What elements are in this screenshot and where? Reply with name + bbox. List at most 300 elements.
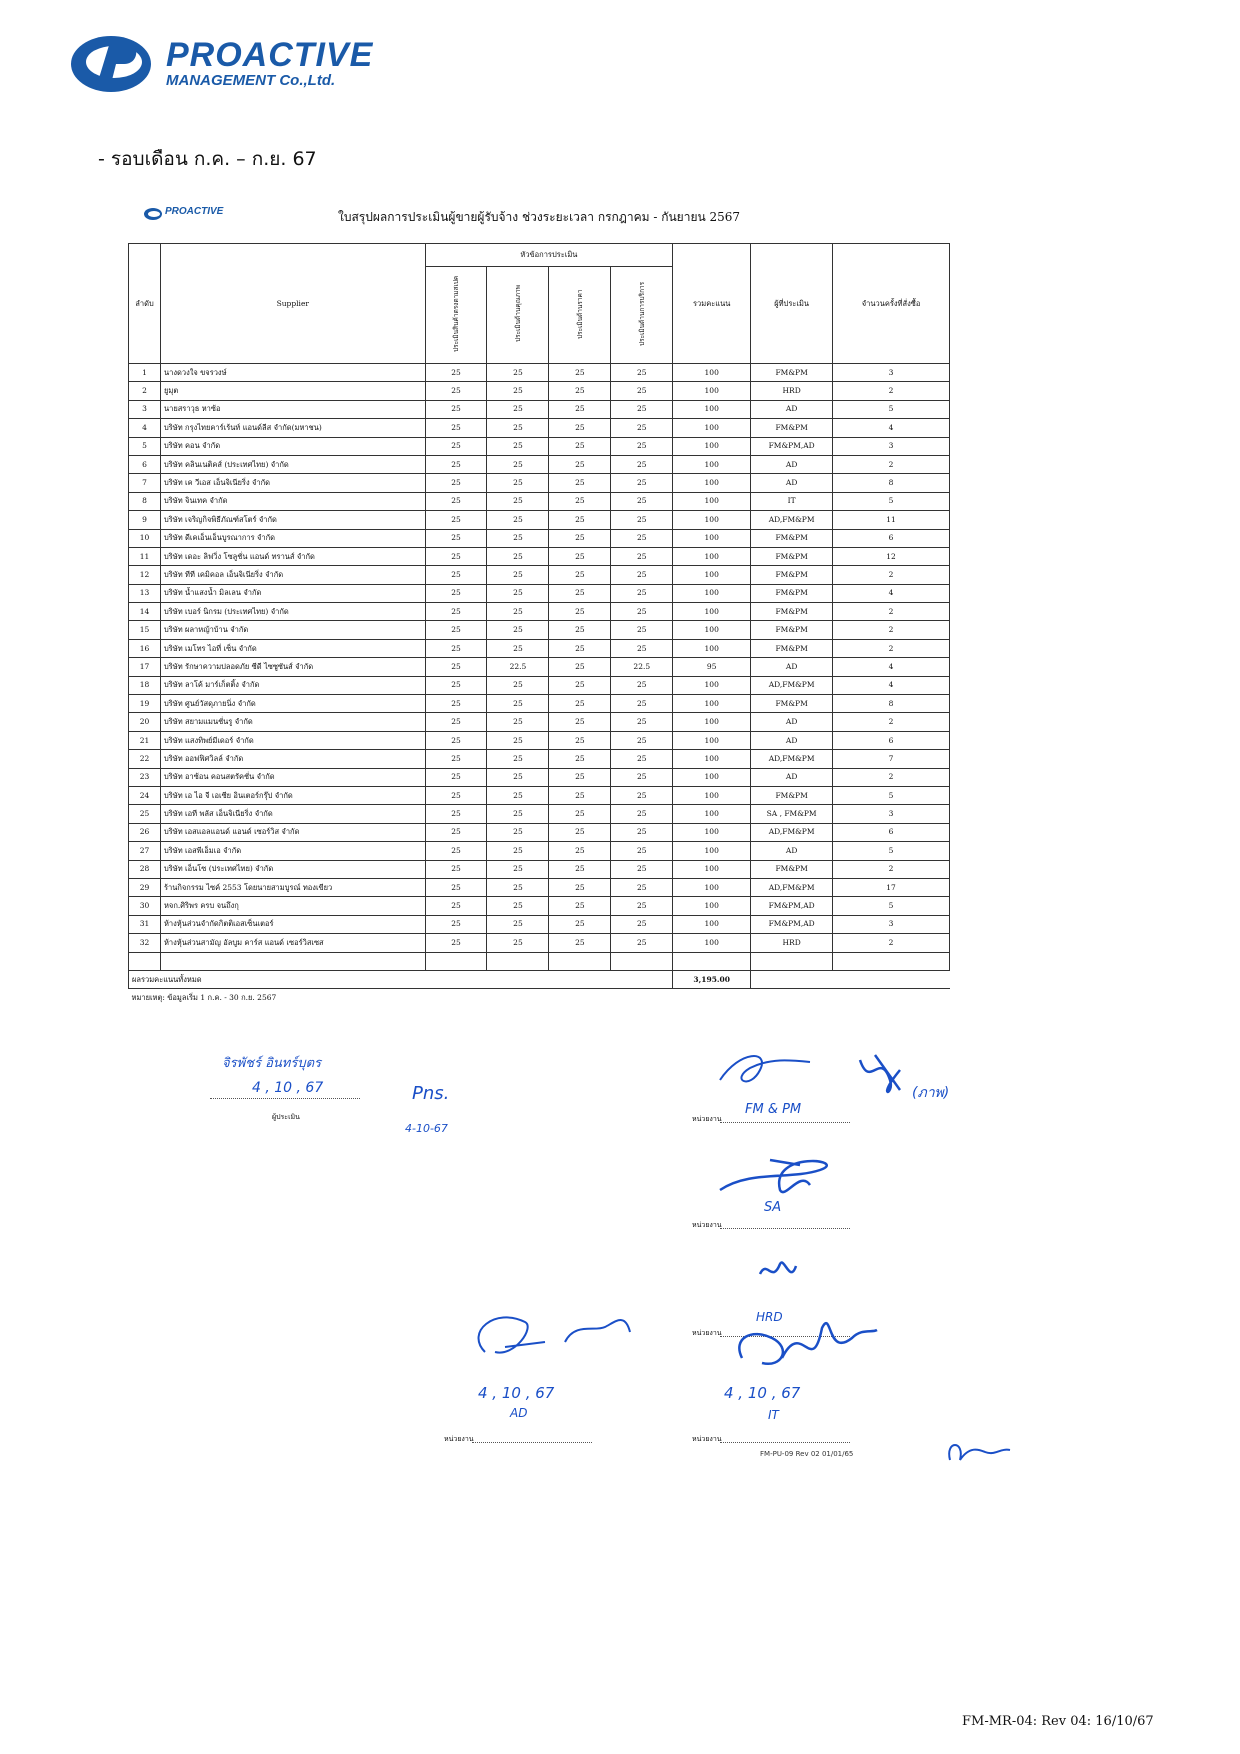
row-score-spec: 25	[425, 934, 487, 952]
approver-date: 4-10-67	[405, 1122, 448, 1135]
row-score-service: 25	[611, 750, 673, 768]
document-footer: FM-MR-04: Rev 04: 16/10/67	[962, 1714, 1154, 1729]
row-score-price: 25	[549, 364, 611, 382]
row-score-service: 25	[611, 400, 673, 418]
row-evaluator: FM&PM	[751, 621, 833, 639]
row-total: 100	[673, 805, 751, 823]
row-evaluator: FM&PM,AD	[751, 897, 833, 915]
table-row	[129, 713, 950, 731]
row-score-quality: 25	[487, 584, 549, 602]
row-evaluator: FM&PM	[751, 419, 833, 437]
row-score-price: 25	[549, 823, 611, 841]
hrd-signature-icon	[752, 1254, 802, 1288]
table-row	[129, 842, 950, 860]
row-no: 9	[129, 511, 161, 529]
row-orders: 5	[833, 786, 950, 804]
row-supplier: บริษัท ลาโค้ มาร์เก็ตติ้ง จำกัด	[160, 676, 425, 694]
row-score-service: 25	[611, 639, 673, 657]
row-score-service: 25	[611, 511, 673, 529]
table-row	[129, 658, 950, 676]
table-row	[129, 455, 950, 473]
row-score-spec: 25	[425, 639, 487, 657]
table-row	[129, 731, 950, 749]
row-score-spec: 25	[425, 474, 487, 492]
table-row	[129, 492, 950, 510]
row-evaluator: FM&PM	[751, 529, 833, 547]
row-no: 30	[129, 897, 161, 915]
row-total: 100	[673, 474, 751, 492]
row-score-service: 25	[611, 897, 673, 915]
table-row	[129, 639, 950, 657]
form-title: ใบสรุปผลการประเมินผู้ขายผู้รับจ้าง ช่วงระยะเวลา กรกฎาคม - กันยายน 2567	[338, 210, 741, 224]
row-evaluator: AD	[751, 658, 833, 676]
row-orders: 17	[833, 878, 950, 896]
row-score-price: 25	[549, 897, 611, 915]
unit-ad: AD	[510, 1406, 528, 1420]
row-evaluator: FM&PM	[751, 566, 833, 584]
row-score-quality: 25	[487, 566, 549, 584]
row-total: 100	[673, 713, 751, 731]
row-evaluator: FM&PM	[751, 786, 833, 804]
row-score-spec: 25	[425, 621, 487, 639]
table-row	[129, 400, 950, 418]
row-score-price: 25	[549, 878, 611, 896]
row-evaluator: FM&PM,AD	[751, 437, 833, 455]
left-signature-line	[210, 1098, 360, 1099]
row-orders: 7	[833, 750, 950, 768]
row-no: 20	[129, 713, 161, 731]
row-no: 5	[129, 437, 161, 455]
row-score-quality: 25	[487, 529, 549, 547]
row-score-quality: 25	[487, 511, 549, 529]
row-score-price: 25	[549, 584, 611, 602]
row-orders: 2	[833, 639, 950, 657]
row-score-quality: 25	[487, 400, 549, 418]
row-supplier: บริษัท ดีเคเอ็นเอ็นบูรณาการ จำกัด	[160, 529, 425, 547]
unit-label-fmpm: หน่วยงาน	[692, 1115, 722, 1123]
row-evaluator: AD	[751, 768, 833, 786]
row-score-price: 25	[549, 713, 611, 731]
row-evaluator: AD,FM&PM	[751, 823, 833, 841]
row-orders: 2	[833, 566, 950, 584]
row-evaluator: FM&PM	[751, 584, 833, 602]
row-score-service: 25	[611, 823, 673, 841]
unit-label-sa: หน่วยงาน	[692, 1221, 722, 1229]
unit-label-ad: หน่วยงาน	[444, 1435, 474, 1443]
row-orders: 2	[833, 621, 950, 639]
row-orders: 4	[833, 419, 950, 437]
row-score-service: 25	[611, 382, 673, 400]
row-total: 100	[673, 768, 751, 786]
row-evaluator: AD	[751, 842, 833, 860]
row-score-service: 25	[611, 621, 673, 639]
row-score-price: 25	[549, 419, 611, 437]
row-evaluator: FM&PM	[751, 547, 833, 565]
row-orders: 2	[833, 934, 950, 952]
row-score-service: 25	[611, 437, 673, 455]
row-total: 100	[673, 639, 751, 657]
row-evaluator: AD	[751, 474, 833, 492]
row-score-price: 25	[549, 750, 611, 768]
row-score-spec: 25	[425, 400, 487, 418]
row-supplier: นายสราวุธ หาซ้อ	[160, 400, 425, 418]
row-score-price: 25	[549, 566, 611, 584]
table-row	[129, 915, 950, 933]
fmpm-note: (ภาพ)	[912, 1085, 950, 1101]
row-score-service: 25	[611, 805, 673, 823]
row-evaluator: FM&PM	[751, 603, 833, 621]
row-total: 100	[673, 842, 751, 860]
approver-initial: Pns.	[412, 1083, 450, 1104]
row-score-quality: 25	[487, 419, 549, 437]
remark: หมายเหตุ: ข้อมูลเริ่ม 1 ก.ค. - 30 ก.ย. 2567	[129, 989, 950, 1007]
row-total: 100	[673, 731, 751, 749]
row-score-spec: 25	[425, 713, 487, 731]
table-row	[129, 547, 950, 565]
row-score-quality: 25	[487, 768, 549, 786]
row-score-spec: 25	[425, 676, 487, 694]
row-score-price: 25	[549, 455, 611, 473]
unit-hrd: HRD	[756, 1310, 783, 1324]
row-score-service: 25	[611, 603, 673, 621]
header-supplier: Supplier	[160, 244, 425, 364]
row-score-spec: 25	[425, 382, 487, 400]
row-no: 4	[129, 419, 161, 437]
row-score-quality: 25	[487, 603, 549, 621]
row-score-spec: 25	[425, 364, 487, 382]
row-total: 100	[673, 934, 751, 952]
row-supplier: บริษัท น้ำแสงน้ำ มิลเลน จำกัด	[160, 584, 425, 602]
row-evaluator: AD	[751, 731, 833, 749]
row-score-service: 25	[611, 915, 673, 933]
row-no: 22	[129, 750, 161, 768]
row-evaluator: AD,FM&PM	[751, 511, 833, 529]
logo-line1: PROACTIVE	[166, 36, 374, 74]
row-total: 100	[673, 750, 751, 768]
row-orders: 3	[833, 364, 950, 382]
row-score-quality: 25	[487, 713, 549, 731]
row-score-service: 25	[611, 455, 673, 473]
row-no: 21	[129, 731, 161, 749]
row-score-spec: 25	[425, 437, 487, 455]
row-score-service: 25	[611, 860, 673, 878]
row-total: 100	[673, 400, 751, 418]
row-orders: 12	[833, 547, 950, 565]
row-total: 100	[673, 878, 751, 896]
row-no: 15	[129, 621, 161, 639]
row-score-service: 25	[611, 768, 673, 786]
row-score-spec: 25	[425, 750, 487, 768]
row-score-spec: 25	[425, 731, 487, 749]
row-supplier: บริษัท จินเทค จำกัด	[160, 492, 425, 510]
row-evaluator: HRD	[751, 382, 833, 400]
row-supplier: บริษัท เมโทร ไอที่ เซ็น จำกัด	[160, 639, 425, 657]
row-orders: 6	[833, 823, 950, 841]
row-total: 100	[673, 915, 751, 933]
row-orders: 2	[833, 382, 950, 400]
row-score-price: 25	[549, 603, 611, 621]
row-orders: 6	[833, 529, 950, 547]
mini-logo-mark-icon	[143, 207, 163, 221]
row-total: 100	[673, 566, 751, 584]
row-score-quality: 25	[487, 878, 549, 896]
table-row	[129, 566, 950, 584]
row-score-quality: 25	[487, 897, 549, 915]
row-orders: 5	[833, 842, 950, 860]
left-signature-role: ผู้ประเมิน	[272, 1113, 300, 1121]
row-supplier: บริษัท กรุงไทยคาร์เร้นท์ แอนด์ลีส จำกัด(มหาชน)	[160, 419, 425, 437]
row-score-spec: 25	[425, 786, 487, 804]
row-no: 6	[129, 455, 161, 473]
row-no: 17	[129, 658, 161, 676]
row-total: 95	[673, 658, 751, 676]
row-supplier: นางดวงใจ ขจรวงษ์	[160, 364, 425, 382]
row-score-quality: 25	[487, 547, 549, 565]
row-score-quality: 25	[487, 860, 549, 878]
row-supplier: บริษัท สยามแมนชั่นรู จำกัด	[160, 713, 425, 731]
row-score-price: 25	[549, 676, 611, 694]
row-no: 24	[129, 786, 161, 804]
row-score-price: 25	[549, 547, 611, 565]
row-score-service: 25	[611, 695, 673, 713]
row-no: 23	[129, 768, 161, 786]
row-score-service: 25	[611, 474, 673, 492]
table-row	[129, 695, 950, 713]
row-total: 100	[673, 511, 751, 529]
row-score-price: 25	[549, 731, 611, 749]
row-score-service: 22.5	[611, 658, 673, 676]
it-signature-icon	[712, 1298, 882, 1388]
row-supplier: บริษัท เบอร์ นิกรม (ประเทศไทย) จำกัด	[160, 603, 425, 621]
row-score-price: 25	[549, 529, 611, 547]
row-evaluator: IT	[751, 492, 833, 510]
row-no: 18	[129, 676, 161, 694]
row-score-price: 25	[549, 842, 611, 860]
row-no: 1	[129, 364, 161, 382]
row-total: 100	[673, 437, 751, 455]
row-score-spec: 25	[425, 566, 487, 584]
row-orders: 8	[833, 474, 950, 492]
table-row	[129, 437, 950, 455]
row-score-price: 25	[549, 639, 611, 657]
row-total: 100	[673, 860, 751, 878]
sa-signature-icon	[710, 1140, 880, 1210]
row-evaluator: FM&PM	[751, 639, 833, 657]
row-total: 100	[673, 695, 751, 713]
unit-it: IT	[768, 1408, 779, 1422]
table-row	[129, 621, 950, 639]
row-score-quality: 25	[487, 695, 549, 713]
left-signature-date: 4 , 10 , 67	[252, 1080, 324, 1096]
row-supplier: บริษัท คลินเนติคส์ (ประเทศไทย) จำกัด	[160, 455, 425, 473]
row-orders: 2	[833, 860, 950, 878]
row-supplier: ร้านกิจกรรม ไซค์ 2553 โดยนายสามบูรณ์ ทองเขียว	[160, 878, 425, 896]
row-supplier: บริษัท ผลาหญ้าบ้าน จำกัด	[160, 621, 425, 639]
header-criteria-spec: ประเมินสินค้าตรงตามสเปค	[452, 275, 461, 352]
row-score-price: 25	[549, 934, 611, 952]
row-supplier: หจก.ศิริพร ครบ จนถึงกุ	[160, 897, 425, 915]
row-supplier: ยูมุต	[160, 382, 425, 400]
header-total: รวมคะแนน	[673, 244, 751, 364]
row-supplier: บริษัท เจริญกิจพิธีภัณฑ์สโตร์ จำกัด	[160, 511, 425, 529]
row-supplier: บริษัท ศูนย์วัสดุภายนิ่ง จำกัด	[160, 695, 425, 713]
table-row	[129, 529, 950, 547]
row-score-spec: 25	[425, 805, 487, 823]
table-row	[129, 786, 950, 804]
row-no: 29	[129, 878, 161, 896]
row-orders: 3	[833, 915, 950, 933]
row-score-price: 25	[549, 860, 611, 878]
ad-signature-icon	[455, 1302, 645, 1382]
row-evaluator: AD,FM&PM	[751, 878, 833, 896]
row-total: 100	[673, 676, 751, 694]
row-score-spec: 25	[425, 511, 487, 529]
grand-total: 3,195.00	[673, 970, 751, 988]
row-no: 26	[129, 823, 161, 841]
logo-mark-icon	[66, 28, 166, 98]
row-supplier: บริษัท เอสพีเอ็มเอ จำกัด	[160, 842, 425, 860]
row-no: 11	[129, 547, 161, 565]
row-no: 31	[129, 915, 161, 933]
row-score-quality: 25	[487, 621, 549, 639]
row-no: 3	[129, 400, 161, 418]
row-orders: 5	[833, 400, 950, 418]
unit-sa: SA	[764, 1200, 782, 1215]
row-score-spec: 25	[425, 823, 487, 841]
row-no: 10	[129, 529, 161, 547]
row-score-service: 25	[611, 934, 673, 952]
row-score-spec: 25	[425, 915, 487, 933]
row-no: 28	[129, 860, 161, 878]
row-score-quality: 25	[487, 823, 549, 841]
row-score-price: 25	[549, 768, 611, 786]
row-score-price: 25	[549, 786, 611, 804]
row-no: 19	[129, 695, 161, 713]
row-supplier: บริษัท เอ ไอ จี เอเซีย อินเตอร์กรุ๊ป จำกัด	[160, 786, 425, 804]
row-total: 100	[673, 492, 751, 510]
table-row	[129, 676, 950, 694]
row-total: 100	[673, 584, 751, 602]
row-score-spec: 25	[425, 878, 487, 896]
table-row	[129, 474, 950, 492]
row-orders: 2	[833, 603, 950, 621]
header-criteria-group: หัวข้อการประเมิน	[425, 244, 673, 267]
row-score-service: 25	[611, 419, 673, 437]
row-supplier: บริษัท เดอะ ลิฟวิ่ง โซลูชั่น แอนด์ ทรานส์ จำกัด	[160, 547, 425, 565]
row-score-spec: 25	[425, 419, 487, 437]
row-score-price: 25	[549, 382, 611, 400]
row-score-quality: 25	[487, 731, 549, 749]
row-orders: 2	[833, 455, 950, 473]
row-score-quality: 25	[487, 676, 549, 694]
table-row	[129, 805, 950, 823]
company-logo	[66, 28, 374, 98]
row-score-price: 25	[549, 492, 611, 510]
left-signature-name: จิรพัชร์ อินทร์บุตร	[222, 1056, 322, 1071]
header-evaluator: ผู้ที่ประเมิน	[751, 244, 833, 364]
row-supplier: บริษัท ออฟฟิศวิลล์ จำกัด	[160, 750, 425, 768]
row-no: 14	[129, 603, 161, 621]
row-evaluator: FM&PM	[751, 695, 833, 713]
row-score-service: 25	[611, 566, 673, 584]
round-label: - รอบเดือน ก.ค. – ก.ย. 67	[98, 148, 317, 170]
row-score-spec: 25	[425, 584, 487, 602]
row-score-quality: 25	[487, 915, 549, 933]
row-supplier: ห้างหุ้นส่วนสามัญ อัลบูม คาร์ส แอนด์ เซอร์วิสเซส	[160, 934, 425, 952]
form-mini-logo	[143, 206, 253, 224]
row-supplier: บริษัท เอที พลัส เอ็นจิเนียริ่ง จำกัด	[160, 805, 425, 823]
row-total: 100	[673, 455, 751, 473]
table-row	[129, 934, 950, 952]
row-score-service: 25	[611, 731, 673, 749]
row-supplier: บริษัท เค วีเอส เอ็นจิเนียริ่ง จำกัด	[160, 474, 425, 492]
unit-label-it: หน่วยงาน	[692, 1435, 722, 1443]
row-supplier: บริษัท แสงทิพย์มีเดอร์ จำกัด	[160, 731, 425, 749]
row-score-service: 25	[611, 547, 673, 565]
it-date: 4 , 10 , 67	[724, 1384, 801, 1402]
header-no: ลำดับ	[129, 244, 161, 364]
row-score-quality: 25	[487, 455, 549, 473]
row-supplier: บริษัท อาซ้อน คอนสตรัคชั่น จำกัด	[160, 768, 425, 786]
row-score-spec: 25	[425, 603, 487, 621]
row-score-quality: 25	[487, 437, 549, 455]
row-orders: 11	[833, 511, 950, 529]
row-no: 2	[129, 382, 161, 400]
row-orders: 4	[833, 658, 950, 676]
row-score-price: 25	[549, 511, 611, 529]
row-score-spec: 25	[425, 529, 487, 547]
header-criteria-price: ประเมินด้านราคา	[575, 288, 584, 339]
row-no: 16	[129, 639, 161, 657]
table-row	[129, 860, 950, 878]
row-score-quality: 25	[487, 805, 549, 823]
row-no: 8	[129, 492, 161, 510]
row-score-quality: 25	[487, 492, 549, 510]
row-score-spec: 25	[425, 547, 487, 565]
row-score-quality: 25	[487, 364, 549, 382]
row-evaluator: AD	[751, 400, 833, 418]
row-total: 100	[673, 364, 751, 382]
row-score-spec: 25	[425, 455, 487, 473]
row-score-quality: 25	[487, 382, 549, 400]
table-row	[129, 419, 950, 437]
row-score-spec: 25	[425, 842, 487, 860]
row-total: 100	[673, 419, 751, 437]
row-evaluator: FM&PM	[751, 364, 833, 382]
row-score-service: 25	[611, 529, 673, 547]
row-orders: 4	[833, 584, 950, 602]
row-score-quality: 25	[487, 639, 549, 657]
table-row	[129, 603, 950, 621]
table-row	[129, 382, 950, 400]
ad-date: 4 , 10 , 67	[478, 1384, 555, 1402]
row-supplier: บริษัท เอ็นโซ (ประเทศไทย) จำกัด	[160, 860, 425, 878]
row-score-service: 25	[611, 786, 673, 804]
row-score-quality: 25	[487, 474, 549, 492]
row-orders: 2	[833, 713, 950, 731]
row-total: 100	[673, 823, 751, 841]
row-supplier: บริษัท คอน จำกัด	[160, 437, 425, 455]
row-orders: 8	[833, 695, 950, 713]
form-number: FM-PU-09 Rev 02 01/01/65	[760, 1450, 854, 1458]
row-score-service: 25	[611, 878, 673, 896]
row-score-service: 25	[611, 584, 673, 602]
row-score-spec: 25	[425, 897, 487, 915]
row-score-quality: 22.5	[487, 658, 549, 676]
row-orders: 4	[833, 676, 950, 694]
table-row	[129, 750, 950, 768]
row-score-spec: 25	[425, 492, 487, 510]
